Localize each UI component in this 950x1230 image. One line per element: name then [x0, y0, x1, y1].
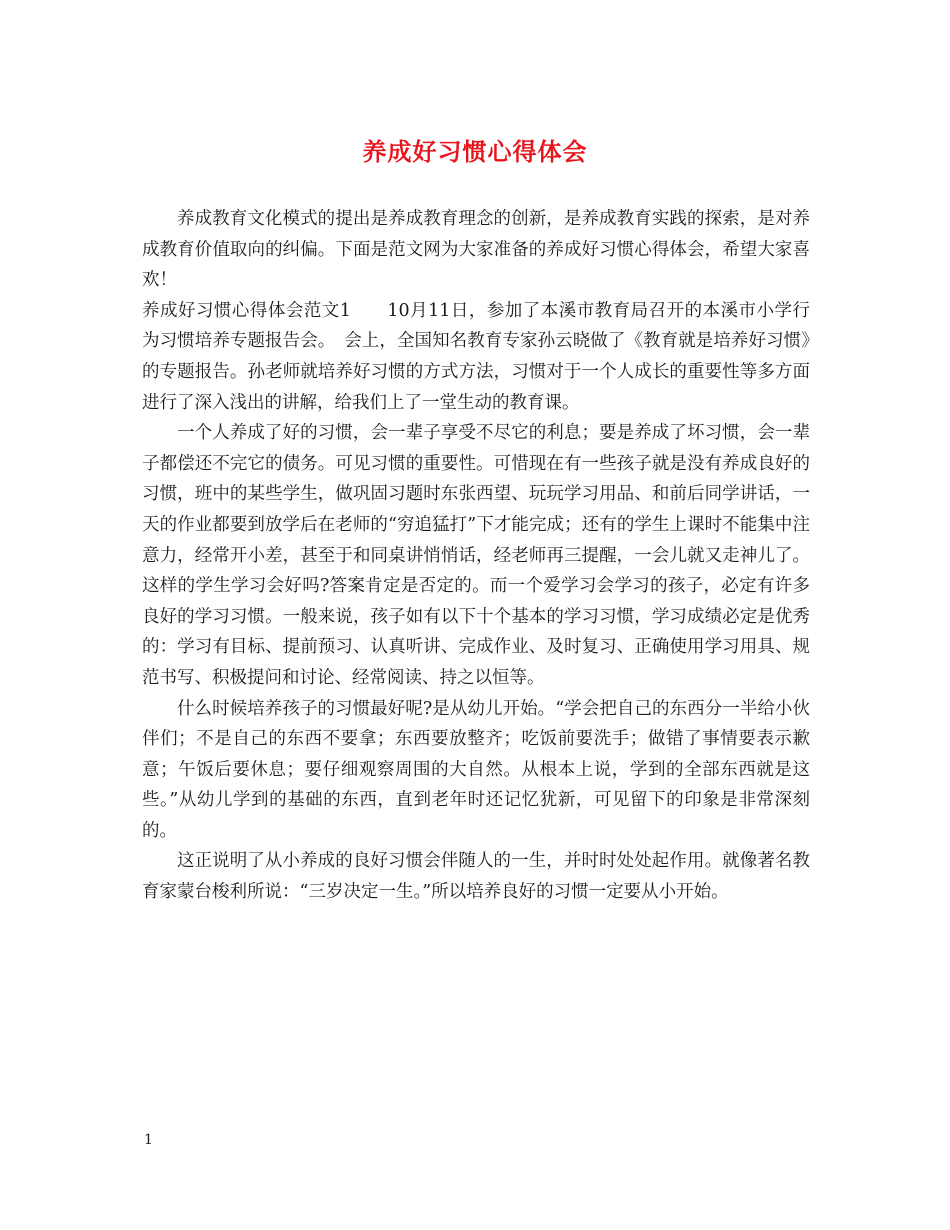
paragraph-habits-importance: 一个人养成了好的习惯，会一辈子享受不尽它的利息；要是养成了坏习惯，会一辈子都偿还不完它的债务。可见习惯的重要性。可惜现在有一些孩子就是没有养成良好的习惯，班中的某些学生，做巩固习题时东张西望、玩玩学习用品、和前后同学讲话，一天的作业都要到放学后在老师的“穷追猛打”下才能完成；还有的学生上课时不能集中注意力，经常开小差，甚至于和同桌讲悄悄话，经老师再三提醒，一会儿就又走神儿了。这样的学生学习会好吗?答案肯定是否定的。而一个爱学习会学习的孩子，必定有许多良好的学习习惯。一般来说，孩子如有以下十个基本的学习习惯，学习成绩必定是优秀的：学习有目标、提前预习、认真听讲、完成作业、及时复习、正确使用学习用具、规范书写、积极提问和讨论、经常阅读、持之以恒等。	[142, 423, 810, 688]
paragraph-sample-1: 养成好习惯心得体会范文1 10月11日，参加了本溪市教育局召开的本溪市小学行为习惯培养专题报告会。 会上，全国知名教育专家孙云晓做了《教育就是培养好习惯》的专题报告。孙老师就培养好习惯的方式方法，习惯对于一个人成长的重要性等多方面进行了深入浅出的讲解，给我们上了一堂生动的教育课。	[142, 300, 810, 413]
paragraph-intro: 养成教育文化模式的提出是养成教育理念的创新，是养成教育实践的探索，是对养成教育价值取向的纠偏。下面是范文网为大家准备的养成好习惯心得体会，希望大家喜欢！	[142, 209, 810, 291]
paragraph-conclusion: 这正说明了从小养成的良好习惯会伴随人的一生，并时时处处起作用。就像著名教育家蒙台梭利所说：“三岁决定一生。”所以培养良好的习惯一定要从小开始。	[142, 851, 810, 903]
page-number: 1	[144, 1132, 153, 1148]
page-title: 养成好习惯心得体会	[362, 137, 588, 166]
paragraph-early-childhood: 什么时候培养孩子的习惯最好呢?是从幼儿开始。“学会把自己的东西分一半给小伙伴们；不是自己的东西不要拿；东西要放整齐；吃饭前要洗手；做错了事情要表示歉意；午饭后要休息；要仔细观察周围的大自然。从根本上说，学到的全部东西就是这些。”从幼儿学到的基础的东西，直到老年时还记忆犹新，可见留下的印象是非常深刻的。	[142, 698, 810, 841]
document-body	[142, 204, 810, 908]
